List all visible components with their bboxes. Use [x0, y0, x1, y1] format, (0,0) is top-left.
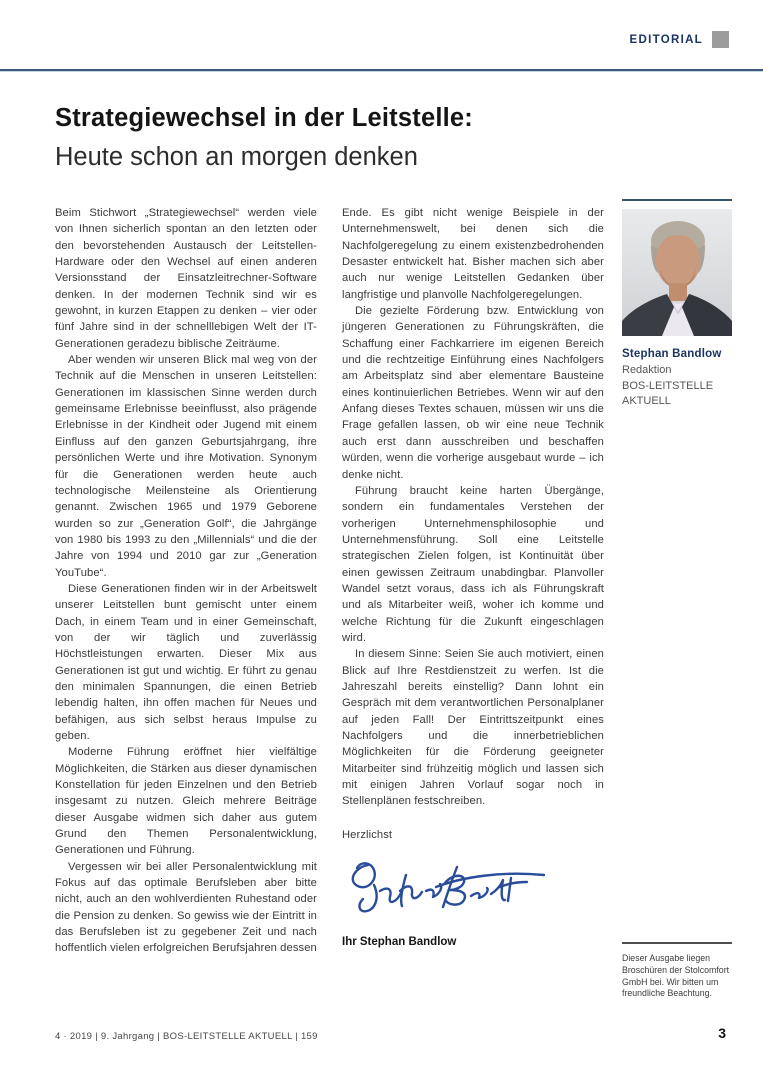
section-label: EDITORIAL: [629, 33, 703, 46]
signature-image: [344, 851, 549, 919]
insert-note: [622, 942, 732, 1000]
article-body: [55, 205, 732, 957]
sidebar-rule: [622, 199, 732, 201]
text-column-1: [55, 205, 317, 957]
page-header: [630, 31, 729, 48]
signature-name: Ihr Stephan Bandlow: [342, 936, 457, 949]
article-title: [55, 103, 473, 172]
author-name: Stephan Bandlow: [622, 348, 722, 360]
title-line-2: Heute schon an morgen denken: [55, 143, 418, 171]
footer-issue-info: 4 · 2019 | 9. Jahrgang | BOS-LEITSTELLE AKTUELL | 159: [55, 1031, 318, 1042]
insert-note-rule: [622, 942, 732, 944]
insert-note-text: Dieser Ausgabe liegen Broschüren der Stolcomfort GmbH bei. Wir bitten um freundliche Beachtung.: [622, 953, 730, 999]
paragraph: Moderne Führung eröffnet hier vielfältige Möglichkeiten, die Stärken aus dieser dynamischen Konstellation für jeden Einzelnen und den Betrieb insgesamt zu nutzen. Gleich mehrere Beiträge dieser Ausgabe widmen sich daher aus gutem Grund den Themen Personalentwicklung, Generationen und Führung.: [55, 746, 317, 857]
paragraph: Beim Stichwort „Strategiewechsel“ werden viele von Ihnen sicherlich spontan an den letzten oder den bevorstehenden Austausch der Leitstellen-Hardware oder den Wechsel auf einen anderen Versionsstand der Einsatzleitrechner-Software denken. In der modernen Technik sind wir es gewohnt, in kurzen Etappen zu denken – vier oder fünf Jahre sind in der schnelllebigen Welt der IT-Generationen geradezu biblische Zeiträume.: [55, 207, 317, 350]
text-column-2: [342, 205, 604, 957]
header-rule: [0, 69, 763, 72]
paragraph: In diesem Sinne: Seien Sie auch motiviert, einen Blick auf Ihre Restdienstzeit zu werfen. Ist die Jahreszahl bereits einstellig? Dann lohnt ein Gespräch mit dem verantwortlichen Personalplaner auf jeden Fall! Der Eintrittszeitpunkt eines Nachfolgers und die innerbetrieblichen Möglichkeiten für die Förderung geeigneter Mitarbeiter sind frühzeitig möglich und lassen sich mit einigen Jahren Vorlauf sogar noch in Stellenplänen festschreiben.: [342, 648, 604, 808]
title-line-1: Strategiewechsel in der Leitstelle:: [55, 104, 473, 132]
paragraph: Die gezielte Förderung bzw. Entwicklung von jüngeren Generationen zu Führungskräften, die Schaffung einer Fachkarriere im eigenen Bereich und die rechtzeitige Einführung eines Nachfolgers am Arbeitsplatz sind aber elementare Bausteine eines kontinuierlichen Betriebes. Wenn wir auf den Anfang dieses Textes schauen, müssen wir uns die Frage gefallen lassen, ob wir eine neue Technik auch erst dann ausschreiben und beschaffen würden, wenn die vorherige ausgebaut wurde – ich denke nicht.: [342, 305, 604, 481]
author-org-line-2: AKTUELL: [622, 395, 671, 407]
paragraph: Aber wenden wir unseren Blick mal weg von der Technik auf die Menschen in unseren Leitstellen: Generationen im klassischen Sinne werden durch gemeinsame Erlebnisse beeinflusst, also prägende Erlebnisse in der Kindheit oder Jugend mit einem Einfluss auf den ganzen Geburtsjahrgang, ihre persönlichen Werte und ihre Motivation. Synonym für die Generationen werden heute auch technologische Meilensteine als Orientierung genannt. Zwischen 1965 und 1979 Geborene wurden so zur „Generation Golf“, die Jahrgänge von 1980 bis 1993 zu den „Millennials“ und die der Jahre von 1994 und 2010 gar zur „Generation YouTube“.: [55, 354, 317, 579]
closing-salutation: Herzlichst: [342, 828, 393, 841]
author-photo: [622, 209, 732, 336]
author-org-line-1: BOS-LEITSTELLE: [622, 379, 714, 392]
page-number: 3: [718, 1025, 726, 1041]
author-sidebar: [622, 205, 732, 957]
paragraph: Ende. Es gibt nicht wenige Beispiele in der Unternehmenswelt, bei denen sich die Nachfolgeregelung zu einem existenzbedrohenden Desaster entwickelt hat. Bisher machen sich aber auch nur wenige Leitstellen Gedanken über langfristige und planvolle Nachfolgeregelungen.: [342, 207, 604, 301]
paragraph: Vergessen wir bei aller Personalentwicklung mit Fokus auf das optimale Berufsleben aber bitte nicht, auch an den wohlverdienten Ruhestand oder die Pension zu denken. So gewiss wie der Eintritt in das Berufsleben ist zu gegebener Zeit und nach hoffentlich vielen erfolgreichen Berufsjahren dessen: [55, 860, 317, 955]
section-marker-square: [712, 31, 729, 48]
paragraph: Führung braucht keine harten Übergänge, sondern ein fundamentales Verstehen der vorherigen Unternehmensphilosophie und Unternehmensführung. Soll eine Leitstelle strategischen Zielen folgen, ist Kontinuität über einen gewissen Zeitraum unabdingbar. Planvoller Wandel setzt voraus, dass ich als Führungskraft und als Mitarbeiter weiß, woher ich komme und welche Richtung für die Zukunft eingeschlagen wird.: [342, 484, 604, 644]
paragraph: Diese Generationen finden wir in der Arbeitswelt unserer Leitstellen bunt gemischt unter einem Dach, in einem Team und in einer Gemeinschaft, von der wir täglich und zuverlässig Höchstleistungen erwarten. Dieser Mix aus Generationen ist gut und wichtig. Er führt zu genau den minimalen Spannungen, die einen Betrieb lebendig halten, ihn offen machen für Neues und befähigen, aus sich selbst heraus Impulse zu geben.: [55, 582, 317, 742]
author-role: Redaktion: [622, 364, 672, 376]
